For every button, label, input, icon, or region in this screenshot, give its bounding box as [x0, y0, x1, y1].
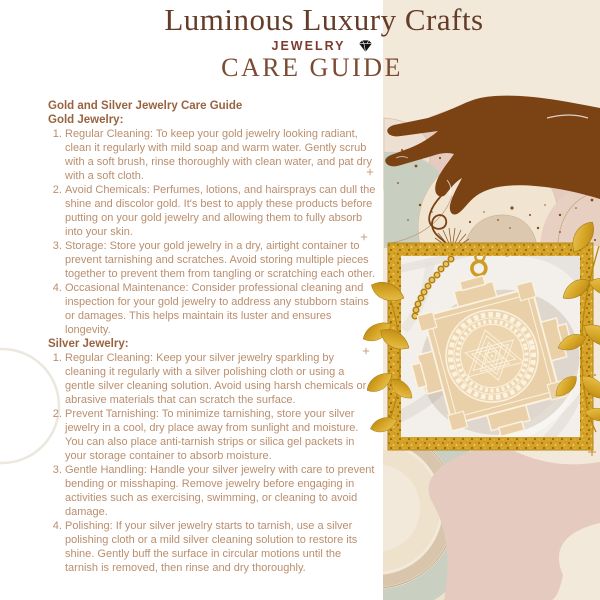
- gold-section-heading: Gold Jewelry:: [48, 114, 124, 126]
- list-item: 1. Regular Cleaning: Keep your silver jewelry sparkling by cleaning it regularly with a silver polishing cloth or using a gentle silver cleaning solution. Avoid using harsh chemicals or abrasive materials that can scratch the surface.: [65, 351, 376, 407]
- subtitle-row: [0, 39, 600, 53]
- header: [0, 0, 600, 83]
- pendant-photo: [360, 218, 600, 454]
- brand-title: Luminous Luxury Crafts: [164, 2, 484, 37]
- section-silver: [48, 337, 376, 575]
- category-label: JEWELRY: [271, 39, 346, 53]
- section-gold: [48, 113, 376, 337]
- list-item: 3. Gentle Handling: Handle your silver jewelry with care to prevent bending or misshaping. Remove jewelry before engaging in activities such as exercising, swimming, or cleaning to avoid damage.: [65, 463, 376, 519]
- list-item: 1. Regular Cleaning: To keep your gold jewelry looking radiant, clean it regularly with mild soap and warm water. Gently scrub with a soft brush, rinse thoroughly with clean water, and pat dry with a soft cloth.: [65, 127, 376, 183]
- page-title: CARE GUIDE: [221, 53, 403, 82]
- list-item: 3. Storage: Store your gold jewelry in a dry, airtight container to prevent tarnishing and scratches. Avoid storing multiple pieces together to prevent them from tangling or scratching each other.: [65, 239, 376, 281]
- silver-section-heading: Silver Jewelry:: [48, 338, 129, 350]
- list-item: 4. Occasional Maintenance: Consider professional cleaning and inspection for your gold jewelry to address any stubborn stains or damages. This helps maintain its luster and ensures longevity.: [65, 281, 376, 337]
- gold-care-list: [48, 127, 376, 337]
- silver-care-list: [48, 351, 376, 575]
- list-item: 4. Polishing: If your silver jewelry starts to tarnish, use a silver polishing cloth or a mild silver cleaning solution to restore its shine. Gently buff the surface in circular motions until the tarnish is removed, then rinse and dry thoroughly.: [65, 519, 376, 575]
- list-item: 2. Avoid Chemicals: Perfumes, lotions, and hairsprays can dull the shine and discolor gold. It's best to apply these products before putting on your gold jewelry and allowing them to fully absorb into your skin.: [65, 183, 376, 239]
- diamond-icon: [357, 39, 374, 53]
- care-guide-content: [48, 99, 376, 575]
- list-item: 2. Prevent Tarnishing: To minimize tarnishing, store your silver jewelry in a cool, dry place away from sunlight and moisture. You can also place anti-tarnish strips or silica gel packets in your storage container to absorb moisture.: [65, 407, 376, 463]
- main-heading: Gold and Silver Jewelry Care Guide: [48, 100, 243, 112]
